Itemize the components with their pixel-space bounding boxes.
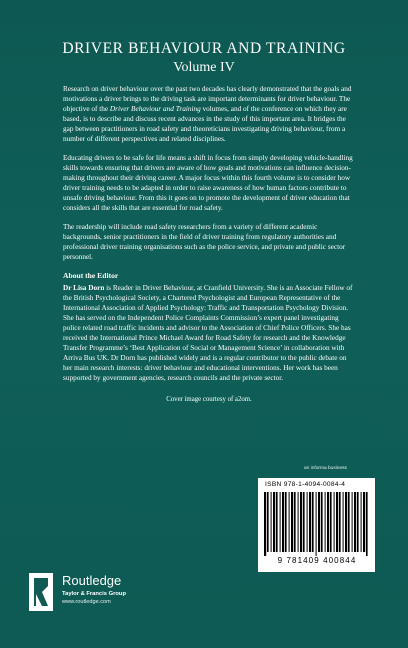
- barcode-bar: [354, 492, 356, 552]
- volume-label: Volume IV: [173, 60, 235, 75]
- barcode-number: 9 781409 400844: [277, 556, 357, 565]
- barcode-bar: [312, 492, 314, 552]
- isbn-text: ISBN 978-1-4094-0084-4: [265, 481, 346, 488]
- blurb-paragraph-2: Educating drivers to be safe for life means a shift in focus from simply developing vehicle-handling skills towards ensuring that drivers are aware of how goals and motivations can influence decision-making throughout their driving career. A major focus within this fourth volume is to consider how driver training needs to be adapted in order to raise awareness of how human factors contribute to unsafe driving behaviour. From this it goes on to promote the development of driver education that considers all the skills that are essential for road safety.: [63, 154, 353, 212]
- barcode-bar: [363, 492, 365, 552]
- barcode-bar: [343, 492, 344, 552]
- barcode-bar: [309, 492, 311, 552]
- barcode-bar: [348, 492, 350, 552]
- barcode-bar: [307, 492, 308, 552]
- barcode-bar: [271, 492, 272, 552]
- barcode-bar: [291, 492, 293, 552]
- barcode-bar: [318, 492, 320, 552]
- barcode-bar: [366, 492, 368, 556]
- barcode-bar: [280, 492, 281, 552]
- p1-after: volumes, and of the conference on which they are based, is to describe and discuss recent advances in the study of this important area. It bridges the gap between practitioners in road safety and theoreticians investigating driving behaviour, from a number of different perspectives and related disciplines.: [63, 105, 347, 143]
- blurb-paragraph-3: The readership will include road safety researchers from a variety of different academic backgrounds, senior practitioners in the field of driver training from regulatory authorities and professional driver training organisations such as the police service, and private and public sector personnel.: [63, 223, 346, 261]
- barcode-bar: [334, 492, 335, 552]
- barcode-bar: [325, 492, 326, 552]
- barcode-bar: [273, 492, 275, 552]
- barcode-bar: [298, 492, 299, 552]
- barcode-bar: [303, 492, 305, 552]
- editor-bio-text: is Reader in Driver Behaviour, at Cranfield University. She is an Associate Fellow of the British Psychological Society, a Chartered Psychologist and European Representative of the International Association of Applied Psychology: Traffic and Transportation Psychology Division. She has served on the Independent Police Complaints Commission’s expert panel investigating police related road traffic incidents and advisor to the Association of Chief Police Officers. She has received the International Prince Michael Award for Road Safety for research and the Knowledge Transfer Programme’s ‘Best Application of Social or Management Science’ in collaboration with Arriva Bus UK. Dr Dorn has published widely and is a regular contributor to the public debate on her main research interests: driver behaviour and educational interventions. Her work has been supported by government agencies, research councils and the private sector.: [63, 284, 353, 382]
- publisher-group: Taylor & Francis Group: [62, 591, 126, 597]
- barcode-bar: [300, 492, 302, 552]
- barcode-bar: [276, 492, 278, 552]
- barcode-bar: [267, 492, 269, 552]
- barcode-bar: [330, 492, 332, 552]
- book-title: DRIVER BEHAVIOUR AND TRAINING: [62, 40, 346, 57]
- barcode-bar: [289, 492, 290, 552]
- routledge-logo-icon: [28, 572, 56, 612]
- informa-tagline: an informa business: [304, 466, 347, 471]
- publisher-url[interactable]: www.routledge.com: [62, 599, 111, 605]
- barcode-bar: [357, 492, 359, 552]
- about-editor-heading: About the Editor: [63, 271, 119, 280]
- barcode-bar: [282, 492, 284, 552]
- cover-credit: Cover image courtesy of a2om.: [166, 396, 252, 403]
- p1-before: Research on driver behaviour over the past two decades has clearly demonstrated that the goals and motivations a driver brings to the driving task are important determinants for driver behaviour. The objective of the: [63, 85, 352, 113]
- editor-bio: [63, 283, 355, 383]
- barcode-bar: [285, 492, 287, 552]
- publisher-name: Routledge: [62, 573, 122, 588]
- barcode-bar: [345, 492, 347, 552]
- barcode-bar: [336, 492, 338, 552]
- barcode-bar: [327, 492, 329, 552]
- barcode-bar: [321, 492, 323, 552]
- barcode-bar: [352, 492, 353, 552]
- barcode-panel: [258, 478, 375, 572]
- barcode-bar: [264, 492, 266, 556]
- barcode-bar: [339, 492, 341, 552]
- p1-series-title: Driver Behaviour and Training: [109, 105, 201, 113]
- barcode-bar: [316, 492, 317, 556]
- barcode-bar: [361, 492, 362, 552]
- blurb-paragraph-1: [63, 84, 355, 144]
- barcode-icon: [264, 492, 370, 556]
- barcode-bar: [294, 492, 296, 552]
- cover-header: [0, 0, 408, 76]
- editor-name: Dr Lisa Dorn: [63, 284, 105, 292]
- blurb: [63, 84, 355, 414]
